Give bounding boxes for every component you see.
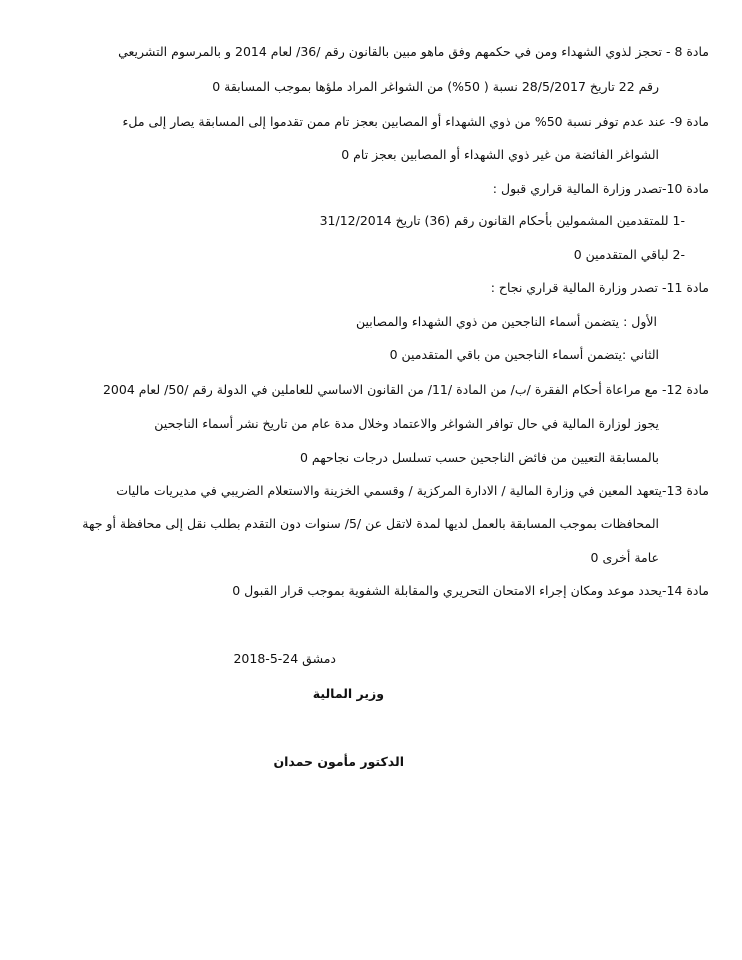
signature-place-date: دمشق 24-5-2018 xyxy=(233,651,336,666)
article-11-item-1: الأول : يتضمن أسماء الناجحين من ذوي الشهداء والمصابين xyxy=(355,314,657,329)
signature-title: وزير المالية xyxy=(312,686,384,701)
article-12-line-3: بالمسابقة التعيين من فائض الناجحين حسب تسلسل درجات نجاحهم 0 xyxy=(300,450,659,465)
article-12-line-2: يجوز لوزارة المالية في حال توافر الشواغر والاعتماد وخلال مدة عام من تاريخ نشر أسماء الناجحين xyxy=(154,416,659,431)
article-8-line-1: مادة 8 - تحجز لذوي الشهداء ومن في حكمهم وفق ماهو مبين بالقانون رقم /36/ لعام 2014 و بالمرسوم التشريعي xyxy=(118,44,709,59)
article-10-item-2: -2 لباقي المتقدمين 0 xyxy=(573,247,685,262)
article-11-heading: مادة 11- تصدر وزارة المالية قراري نجاح : xyxy=(490,280,709,295)
article-13-line-3: عامة أخرى 0 xyxy=(590,550,659,565)
article-8-line-2: رقم 22 تاريخ 28/5/2017 نسبة ( 50%) من الشواغر المراد ملؤها بموجب المسابقة 0 xyxy=(212,79,659,94)
article-11-item-2: الثاني :يتضمن أسماء الناجحين من باقي المتقدمين 0 xyxy=(389,347,659,362)
article-10-item-1: -1 للمتقدمين المشمولين بأحكام القانون رقم (36) تاريخ 31/12/2014 xyxy=(319,213,685,228)
article-9-line-1: مادة 9- عند عدم توفر نسبة 50% من ذوي الشهداء أو المصابين بعجز تام ممن تقدموا إلى المسابقة يصار إلى ملء xyxy=(122,114,709,129)
article-10-heading: مادة 10-تصدر وزارة المالية قراري قبول : xyxy=(492,181,709,196)
signature-name: الدكتور مأمون حمدان xyxy=(273,754,404,769)
article-13-line-1: مادة 13-يتعهد المعين في وزارة المالية / الادارة المركزية / وقسمي الخزينة والاستعلام الضريبي في مديريات ماليات xyxy=(116,483,709,498)
article-13-line-2: المحافظات بموجب المسابقة بالعمل لديها لمدة لاتقل عن /5/ سنوات دون التقدم بطلب نقل إلى محافظة أو جهة xyxy=(82,516,659,531)
article-12-line-1: مادة 12- مع مراعاة أحكام الفقرة /ب/ من المادة /11/ من القانون الاساسي للعاملين في الدولة رقم /50/ لعام 2004 xyxy=(102,382,709,397)
article-9-line-2: الشواغر الفائضة من غير ذوي الشهداء أو المصابين بعجز تام 0 xyxy=(341,147,659,162)
article-14-line-1: مادة 14-يحدد موعد ومكان إجراء الامتحان التحريري والمقابلة الشفوية بموجب قرار القبول 0 xyxy=(232,583,709,598)
